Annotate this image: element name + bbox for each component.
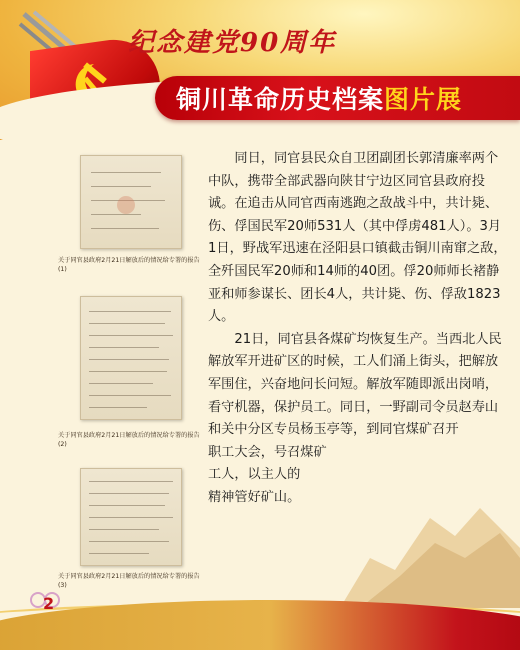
archive-photo-2 <box>80 296 182 420</box>
paragraph-2 <box>208 329 508 442</box>
archive-photo-1 <box>80 155 182 249</box>
archive-photo-3 <box>80 468 182 566</box>
paragraph-2-line-b: 职工大会，号召煤矿 <box>208 444 327 460</box>
paragraph-1: 同日，同官县民众自卫团副团长郭清廉率两个中队，携带全部武器向陕甘宁边区同官县政府投诚。在追击从同官西南逃跑之敌战斗中，共计毙、伤、俘国民军20师531人（其中俘虏481人）。3月1日，野战军迅速在泾阳县口镇截击铜川南窜之敌，全歼国民军20师和14师的40团。俘20师师长褚静亚和师参谋长、团长4人，共计毙、伤、俘敌1823人。 <box>208 151 507 325</box>
photo-caption-3: 关于同官县政府2月21日解放后的情况给专署的报告(3) <box>58 573 200 589</box>
photo-caption-2: 关于同官县政府2月21日解放后的情况给专署的报告(2) <box>58 432 200 448</box>
paragraph-2-line-d: 精神管好矿山。 <box>208 489 301 505</box>
title-main: 铜川革命历史档案 <box>176 85 385 114</box>
paragraph-2-line-c: 工人，以主人的 <box>208 467 301 483</box>
footer-band <box>0 590 520 650</box>
article-body <box>208 148 508 510</box>
anniversary-slogan: 纪念建党90周年 <box>128 28 337 58</box>
photo-caption-1: 关于同官县政府2月21日解放后的情况给专署的报告(1) <box>58 257 200 273</box>
page-title <box>176 80 462 116</box>
page-number: 2 <box>43 594 55 613</box>
header-banner <box>0 0 520 140</box>
title-accent: 图片展 <box>384 85 463 114</box>
paragraph-2-main: 21日，同官县各煤矿均恢复生产。当西北人民解放军开进矿区的时候，工人们涌上街头，把解放军围住，兴奋地问长问短。解放军随即派出岗哨，看守机器，保护员工。同日，一野副司令员赵寿山和关中分区专员杨玉亭等，到同官煤矿召开 <box>208 331 502 438</box>
footer-wave <box>0 600 520 650</box>
